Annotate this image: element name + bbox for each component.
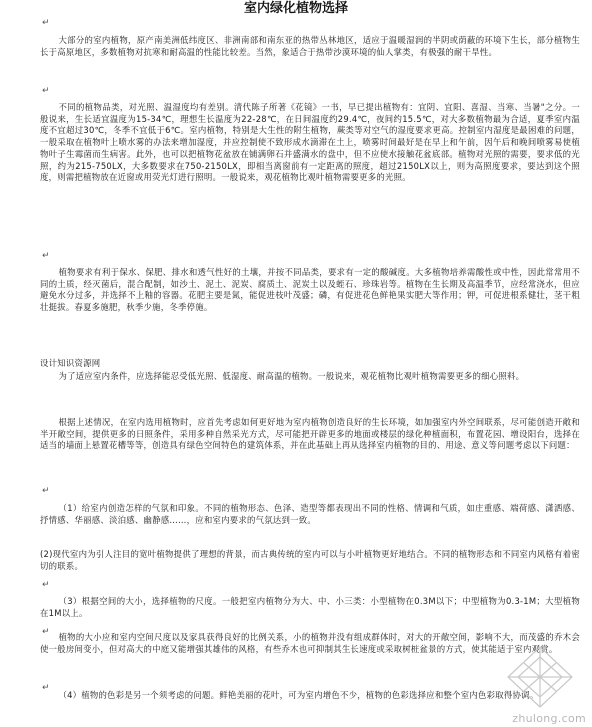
- paragraph-mark: ↵: [42, 251, 50, 261]
- paragraph-mark: ↵: [42, 683, 50, 693]
- paragraph-mark: ↵: [42, 580, 50, 590]
- paragraph-10: （4）植物的色彩是另一个须考虑的问题。鲜艳美丽的花叶，可为室内增色不少，植物的色彩选择应和整个室内色彩取得协调。: [58, 690, 539, 700]
- paragraph-mark: ↵: [42, 486, 50, 496]
- paragraph-3: 植物要求有利于保水、保肥、排水和透气性好的土壤，并按不同品类，要求有一定的酸碱度。大多植物培养需酸性或中性，因此常常用不同的土质，经灭菌后，混合配制，如沙土、泥土、泥炭、腐质土、泥炭土以及蛭石、珍珠岩等。植物在生长期及高温季节，应经常浇水，但应避免水分过多，并选择不上釉的容器。花肥主要是氮，能促进枝叶茂盛；磷，有促进花色鲜艳果实肥大等作用；钾，可促进根系健壮，茎干粗壮挺拔。春夏多施肥，秋季少施，冬季停施。: [40, 267, 580, 313]
- paragraph-6: （1）给室内创造怎样的气氛和印象。不同的植物形态、色泽、造型等都表现出不同的性格、情调和气质，如庄重感、端荷感、潇洒感、抒情感、华丽感、淡泊感、幽静感……，应和室内要求的气氛达到一致。: [40, 503, 580, 525]
- paragraph-1: 大部分的室内植物，原产南美洲低纬度区、非洲南部和南东亚的热带丛林地区，适应于温暖湿润的半阴或荫蔽的环境下生长，部分植物生长于高原地区，多数植物对抗寒和耐高温的性能比较差。当然，象适合于热带沙漠环境的仙人掌类，有极强的耐干旱性。: [40, 35, 580, 57]
- document-title: 室内绿化植物选择: [243, 1, 348, 16]
- paragraph-mark: ↵: [42, 627, 50, 637]
- paragraph-8: （3）根据空间的大小，选择植物的尺度。一般把室内植物分为大、中、小三类：小型植物在0.3M以下；中型植物为0.3-1M；大型植物在1M以上。: [40, 596, 580, 618]
- paragraph-9: 植物的大小应和室内空间尺度以及家具获得良好的比例关系，小的植物并没有组成群体时，对大的开敞空间，影响不大，而茂盛的乔木会使一般房间变小，但对高大的中庭又能增强其雄伟的风格，有些乔木也可抑制其生长速度或采取树桩盆景的方式，使其能适于室内观赏。: [40, 632, 580, 654]
- paragraph-2: 不同的植物品类，对光照、温湿度均有差别。清代陈子所著《花镜》一书，早已提出植物有：宜阴、宜阳、喜湿、当寒、当暑"之分。一般说来，生长适宜温度为15-34℃，理想生长温度为22-28℃，在日间温度约29.4℃，夜间约15.5℃，对大多数植物最为合适，夏季室内温度不宜超过30℃，冬季不宜低于6℃。室内植物，特别是大生性的附生植物，蕨类等对空气的湿度要求更高。控制室内湿度是最困难的问题，一般采取在植物叶上喷水雾的办法来增加湿度，并应控制使不致形成水滴滞在土上，喷雾时间最好是在早上和午前，因午后和晚间喷雾易使植物叶子生霉菌而生病害。此外，也可以把植物花盆放在铺满卵石并盛满水的盘中，但不应使水接触花盆底部。植物对光照的需要，要求低的光照，约为215-750LX，大多数要求在750-2150LX，即相当离窗前有一定距离的照度，超过2150LX以上，则为高照度要求，要达到这个照度，则需把植物放在近窗或用荧光灯进行照明。一般说来，观花植物比观叶植物需要更多的光照。: [40, 102, 580, 183]
- watermark-logo: [494, 643, 586, 713]
- paragraph-mark: ↵: [42, 86, 50, 96]
- building-logo-icon: [494, 643, 586, 713]
- paragraph-5: 根据上述情况，在室内选用植物时，应首先考虑如何更好地为室内植物创造良好的生长环境，如加强室内外空间联系，尽可能创造开敞和半开敞空间，提供更多的日照条件，采用多种自然采光方式，尽可能把开辟更多的地面或楼层的绿化种植面积，布置花园、增设阳台，选择在适当的墙面上悬置花槽等等，创造具有绿色空间特色的建筑体系，并在此基础上再从选择室内植物的目的、用途、意义等问题考虑以下问题：: [40, 417, 580, 451]
- watermark-text: zhulong.com: [512, 712, 586, 725]
- paragraph-4: 为了适应室内条件，应选择能忍受低光照、低湿度、耐高温的植物。一般说来，观花植物比观叶植物需要更多的细心照料。: [58, 371, 525, 381]
- section-header: 设计知识资源网: [40, 358, 101, 368]
- paragraph-mark: ↵: [42, 18, 50, 28]
- paragraph-7: (2)现代室内为引人注目的宽叶植物提供了理想的背景，而古典传统的室内可以与小叶植物更好地结合。不同的植物形态和不同室内风格有着密切的联系。: [40, 549, 580, 571]
